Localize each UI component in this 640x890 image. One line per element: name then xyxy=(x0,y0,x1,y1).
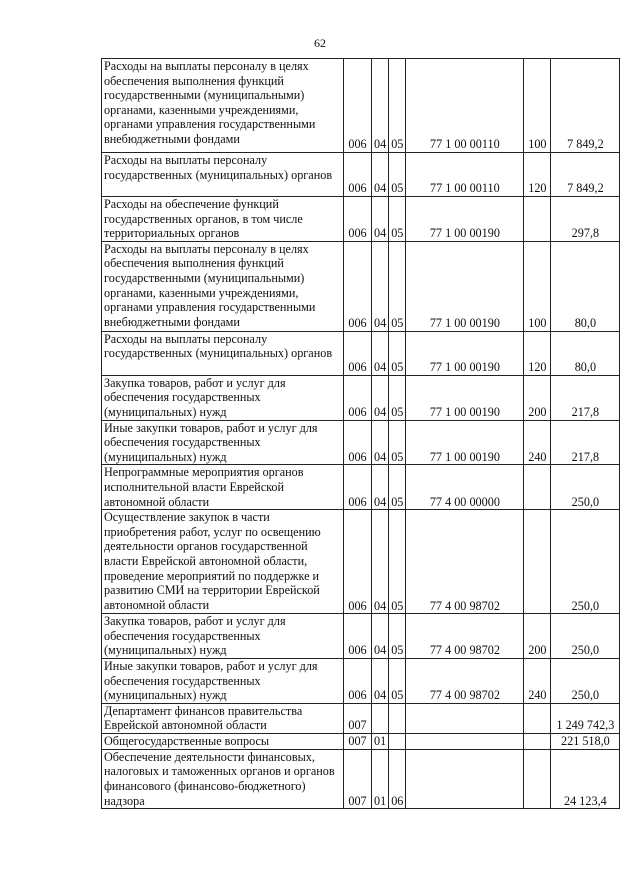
rz-cell: 01 xyxy=(372,733,389,749)
vr-cell: 240 xyxy=(524,420,551,465)
table-row xyxy=(102,749,620,808)
csr-cell xyxy=(406,703,524,733)
csr-cell: 77 4 00 00000 xyxy=(406,465,524,510)
pr-cell: 05 xyxy=(389,614,406,659)
pr-cell: 05 xyxy=(389,59,406,153)
vr-cell: 100 xyxy=(524,241,551,331)
table-row xyxy=(102,703,620,733)
budget-table xyxy=(101,58,620,809)
vr-cell xyxy=(524,510,551,614)
rz-cell: 01 xyxy=(372,749,389,808)
table-row xyxy=(102,197,620,242)
grbs-cell: 007 xyxy=(344,703,372,733)
pr-cell: 05 xyxy=(389,510,406,614)
amount-cell: 7 849,2 xyxy=(551,153,620,197)
grbs-cell: 006 xyxy=(344,420,372,465)
row-name-cell: Расходы на выплаты персоналу государственных (муниципальных) органов xyxy=(102,331,344,375)
rz-cell: 04 xyxy=(372,241,389,331)
csr-cell: 77 4 00 98702 xyxy=(406,658,524,703)
amount-cell: 80,0 xyxy=(551,331,620,375)
grbs-cell: 006 xyxy=(344,465,372,510)
pr-cell: 06 xyxy=(389,749,406,808)
table-row xyxy=(102,375,620,420)
row-name-cell: Расходы на обеспечение функций государственных органов, в том числе территориальных органов xyxy=(102,197,344,242)
grbs-cell: 007 xyxy=(344,733,372,749)
amount-cell: 250,0 xyxy=(551,465,620,510)
page-number: 62 xyxy=(314,36,326,50)
pr-cell: 05 xyxy=(389,241,406,331)
csr-cell: 77 1 00 00110 xyxy=(406,59,524,153)
amount-cell: 250,0 xyxy=(551,510,620,614)
vr-cell: 120 xyxy=(524,331,551,375)
csr-cell: 77 1 00 00190 xyxy=(406,331,524,375)
vr-cell xyxy=(524,703,551,733)
vr-cell xyxy=(524,749,551,808)
vr-cell xyxy=(524,197,551,242)
rz-cell: 04 xyxy=(372,420,389,465)
grbs-cell: 006 xyxy=(344,153,372,197)
vr-cell: 200 xyxy=(524,375,551,420)
vr-cell: 200 xyxy=(524,614,551,659)
grbs-cell: 006 xyxy=(344,59,372,153)
vr-cell: 100 xyxy=(524,59,551,153)
amount-cell: 7 849,2 xyxy=(551,59,620,153)
grbs-cell: 006 xyxy=(344,510,372,614)
amount-cell: 250,0 xyxy=(551,658,620,703)
rz-cell xyxy=(372,703,389,733)
pr-cell: 05 xyxy=(389,197,406,242)
table-body xyxy=(102,59,620,809)
grbs-cell: 006 xyxy=(344,197,372,242)
amount-cell: 217,8 xyxy=(551,375,620,420)
row-name-cell: Иные закупки товаров, работ и услуг для обеспечения государственных (муниципальных) нужд xyxy=(102,658,344,703)
rz-cell: 04 xyxy=(372,465,389,510)
row-name-cell: Расходы на выплаты персоналу в целях обеспечения выполнения функций государственными (муниципальными) органами, казенными учреждениями, органами управления государственными внебюджетными фондами xyxy=(102,59,344,153)
csr-cell xyxy=(406,749,524,808)
amount-cell: 221 518,0 xyxy=(551,733,620,749)
row-name-cell: Закупка товаров, работ и услуг для обеспечения государственных (муниципальных) нужд xyxy=(102,614,344,659)
pr-cell: 05 xyxy=(389,331,406,375)
grbs-cell: 006 xyxy=(344,658,372,703)
rz-cell: 04 xyxy=(372,197,389,242)
rz-cell: 04 xyxy=(372,59,389,153)
table-row xyxy=(102,420,620,465)
rz-cell: 04 xyxy=(372,614,389,659)
amount-cell: 80,0 xyxy=(551,241,620,331)
csr-cell: 77 1 00 00190 xyxy=(406,197,524,242)
vr-cell xyxy=(524,733,551,749)
amount-cell: 217,8 xyxy=(551,420,620,465)
pr-cell: 05 xyxy=(389,465,406,510)
pr-cell: 05 xyxy=(389,420,406,465)
table-row xyxy=(102,153,620,197)
row-name-cell: Иные закупки товаров, работ и услуг для обеспечения государственных (муниципальных) нужд xyxy=(102,420,344,465)
vr-cell: 240 xyxy=(524,658,551,703)
amount-cell: 250,0 xyxy=(551,614,620,659)
rz-cell: 04 xyxy=(372,153,389,197)
rz-cell: 04 xyxy=(372,331,389,375)
table-row xyxy=(102,614,620,659)
row-name-cell: Обеспечение деятельности финансовых, налоговых и таможенных органов и органов финансового (финансово-бюджетного) надзора xyxy=(102,749,344,808)
rz-cell: 04 xyxy=(372,375,389,420)
pr-cell: 05 xyxy=(389,153,406,197)
row-name-cell: Закупка товаров, работ и услуг для обеспечения государственных (муниципальных) нужд xyxy=(102,375,344,420)
grbs-cell: 006 xyxy=(344,331,372,375)
csr-cell: 77 1 00 00110 xyxy=(406,153,524,197)
grbs-cell: 006 xyxy=(344,241,372,331)
csr-cell: 77 4 00 98702 xyxy=(406,614,524,659)
pr-cell xyxy=(389,703,406,733)
csr-cell: 77 4 00 98702 xyxy=(406,510,524,614)
table-row xyxy=(102,658,620,703)
csr-cell: 77 1 00 00190 xyxy=(406,375,524,420)
rz-cell: 04 xyxy=(372,510,389,614)
rz-cell: 04 xyxy=(372,658,389,703)
pr-cell: 05 xyxy=(389,658,406,703)
table-row xyxy=(102,59,620,153)
row-name-cell: Непрограммные мероприятия органов исполнительной власти Еврейской автономной области xyxy=(102,465,344,510)
row-name-cell: Департамент финансов правительства Еврейской автономной области xyxy=(102,703,344,733)
vr-cell: 120 xyxy=(524,153,551,197)
row-name-cell: Расходы на выплаты персоналу в целях обеспечения выполнения функций государственными (муниципальными) органами, казенными учреждениями, органами управления государственными внебюджетными фондами xyxy=(102,241,344,331)
amount-cell: 24 123,4 xyxy=(551,749,620,808)
csr-cell: 77 1 00 00190 xyxy=(406,241,524,331)
pr-cell: 05 xyxy=(389,375,406,420)
amount-cell: 297,8 xyxy=(551,197,620,242)
grbs-cell: 007 xyxy=(344,749,372,808)
table-row xyxy=(102,241,620,331)
csr-cell xyxy=(406,733,524,749)
row-name-cell: Общегосударственные вопросы xyxy=(102,733,344,749)
row-name-cell: Осуществление закупок в части приобретения работ, услуг по освещению деятельности органов государственной власти Еврейской автономной области, проведение мероприятий по поддержке и развитию СМИ на территории Еврейской автономной области xyxy=(102,510,344,614)
table-row xyxy=(102,465,620,510)
grbs-cell: 006 xyxy=(344,375,372,420)
pr-cell xyxy=(389,733,406,749)
amount-cell: 1 249 742,3 xyxy=(551,703,620,733)
table-row xyxy=(102,510,620,614)
row-name-cell: Расходы на выплаты персоналу государственных (муниципальных) органов xyxy=(102,153,344,197)
table-row xyxy=(102,733,620,749)
csr-cell: 77 1 00 00190 xyxy=(406,420,524,465)
grbs-cell: 006 xyxy=(344,614,372,659)
table-row xyxy=(102,331,620,375)
vr-cell xyxy=(524,465,551,510)
